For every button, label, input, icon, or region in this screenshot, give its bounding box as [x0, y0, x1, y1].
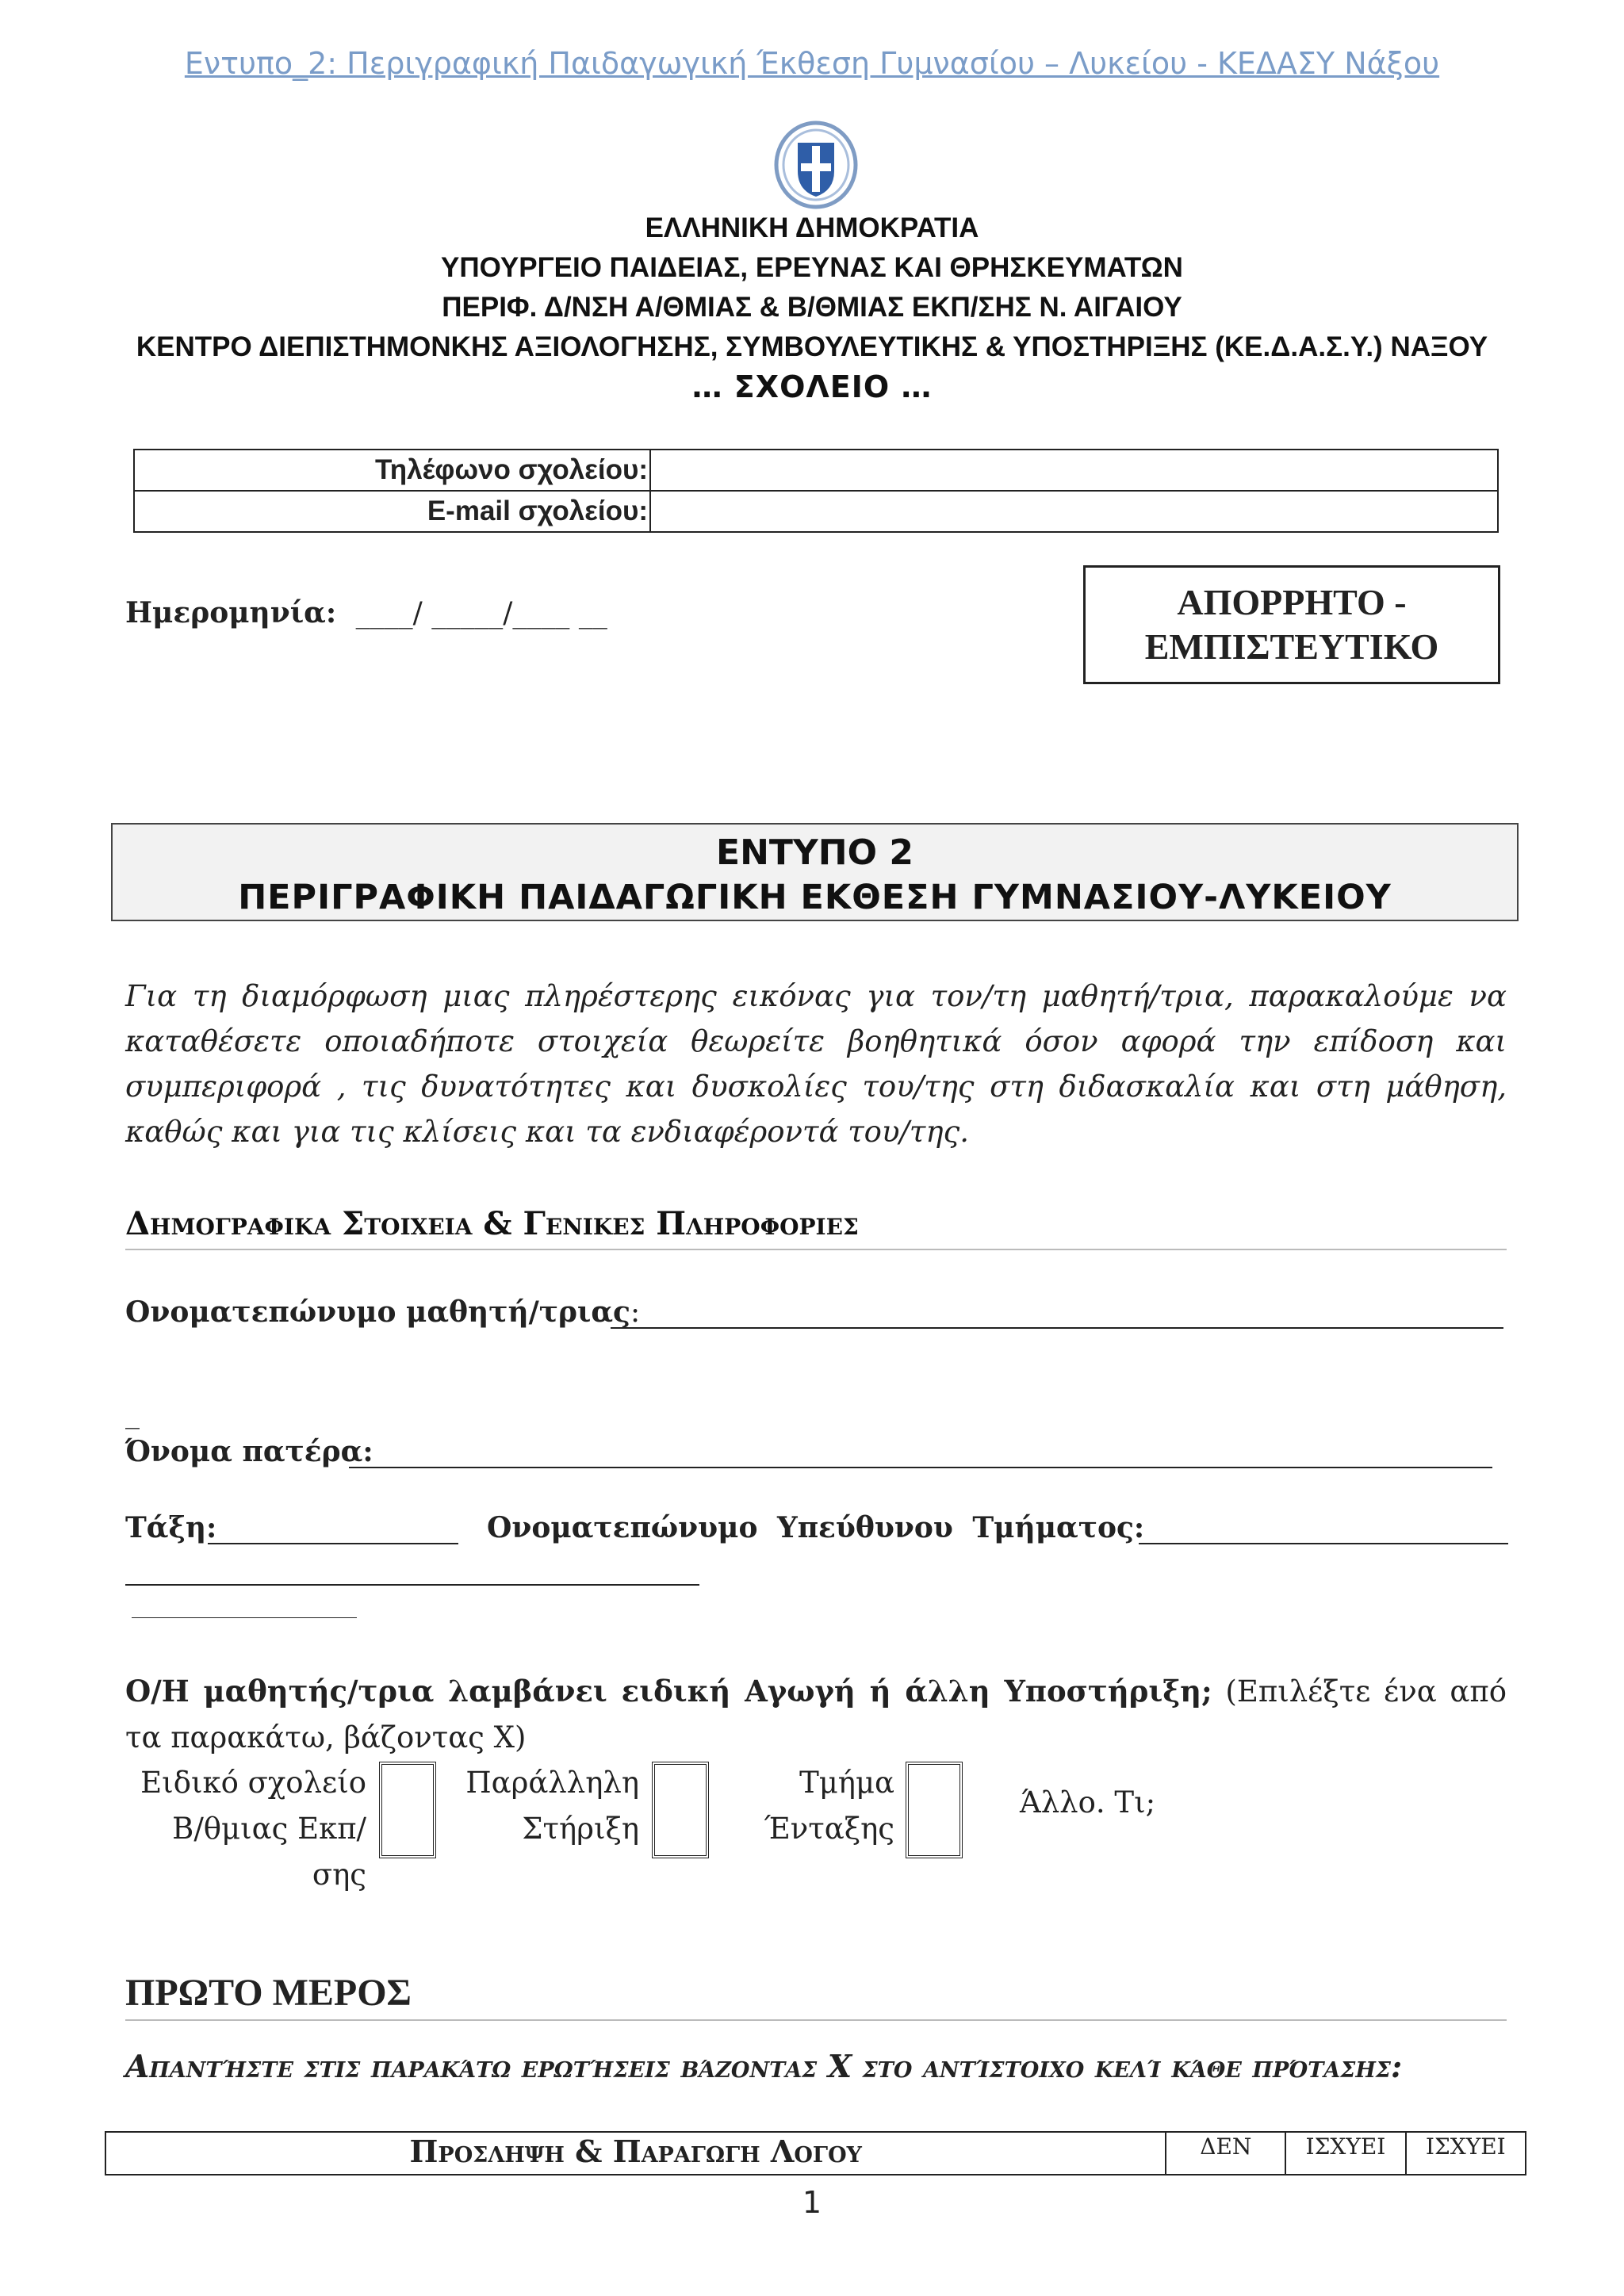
support-question-text: Ο/Η μαθητής/τρια λαμβάνει ειδική Αγωγή ή άλλη Υποστήριξη;	[125, 1674, 1212, 1709]
form-title: ΠΕΡΙΓΡΑΦΙΚΗ ΠΑΙΔΑΓΩΓΙΚΗ ΕΚΘΕΣΗ ΓΥΜΝΑΣΙΟΥ-ΛΥΚΕΙΟΥ	[238, 878, 1392, 917]
teacher-colon: :	[1133, 1511, 1145, 1544]
father-name-label: Όνομα πατέρα	[125, 1435, 363, 1468]
rating-header-1: ΔΕΝ	[1166, 2132, 1285, 2175]
student-name-field[interactable]	[611, 1327, 1503, 1329]
skills-area-heading: Προσληψη & Παραγωγη Λογου	[105, 2132, 1166, 2175]
phone-row	[134, 450, 1498, 491]
org-line-kedasy: ΚΕΝΤΡΟ ΔΙΕΠΙΣΤΗΜΟΝΚΗΣ ΑΞΙΟΛΟΓΗΣΗΣ, ΣΥΜΒΟΥΛΕΥΤΙΚΗΣ & ΥΠΟΣΤΗΡΙΞΗΣ (ΚΕ.Δ.Α.Σ.Υ.) ΝΑΞΟΥ	[136, 331, 1488, 362]
student-name-label: Ονοματεπώνυμο μαθητή/τριας	[125, 1295, 630, 1329]
form-number: ΕΝΤΥΠΟ 2	[716, 832, 914, 873]
phone-field[interactable]	[650, 450, 1498, 491]
org-line-directorate: ΠΕΡΙΦ. Δ/ΝΣΗ Α/ΘΜΙΑΣ & Β/ΘΜΙΑΣ ΕΚΠ/ΣΗΣ Ν. ΑΙΓΑΙΟΥ	[442, 292, 1182, 323]
school-name: … ΣΧΟΛΕΙΟ …	[691, 369, 933, 404]
date-label: Ημερομηνία:	[125, 596, 337, 629]
date-field[interactable]: ____/ _____/____ __	[355, 597, 607, 629]
teacher-field[interactable]	[1139, 1543, 1508, 1544]
org-line-republic: ΕΛΛΗΝΙΚΗ ΔΗΜΟΚΡΑΤΙΑ	[645, 212, 979, 243]
part-one-heading: ΠΡΩΤΟ ΜΕΡΟΣ	[125, 1971, 1507, 2021]
option-inclusion-class-label	[737, 1760, 894, 1852]
confidential-line1: ΑΠΟΡΡΗΤΟ -	[1177, 582, 1407, 622]
email-field[interactable]	[650, 491, 1498, 532]
option-inclusion-class-line2: Ένταξης	[764, 1812, 894, 1846]
option-parallel-support-line2: Στήριξη	[522, 1812, 639, 1846]
stray-mark: _	[125, 1397, 140, 1429]
page-number: 1	[802, 2185, 822, 2220]
student-name-colon: :	[630, 1296, 641, 1329]
support-question-note: (Επιλέξτε ένα από τα παρακάτω, βάζοντας Χ)	[125, 1674, 1507, 1755]
option-special-school-line1: Ειδικό σχολείο	[140, 1766, 366, 1800]
part-one-instructions: Απαντήστε στις παρακάτω ερωτήσεις βάζοντας Χ στο αντίστοιχο κελί κάθε πρότασης:	[125, 2049, 1403, 2085]
option-inclusion-class-checkbox[interactable]	[906, 1762, 963, 1858]
rating-header-3: ΙΣΧΥΕΙ	[1406, 2132, 1526, 2175]
option-parallel-support-line1: Παράλληλη	[465, 1766, 639, 1800]
teacher-row	[487, 1511, 1144, 1544]
running-header: Εντυπο_2: Περιγραφική Παιδαγωγική Έκθεση Γυμνασίου – Λυκείου - ΚΕΔΑΣΥ Νάξου	[184, 46, 1440, 81]
phone-label: Τηλέφωνο σχολείου:	[134, 450, 650, 491]
skills-table-header-row	[105, 2132, 1526, 2175]
email-row	[134, 491, 1498, 532]
father-name-colon: :	[362, 1435, 373, 1468]
extra-field-line[interactable]	[132, 1617, 357, 1618]
option-parallel-support-label	[444, 1760, 639, 1852]
option-other-label: Άλλο. Τι;	[1020, 1785, 1156, 1820]
intro-paragraph: Για τη διαμόρφωση μιας πληρέστερης εικόνας για τον/τη μαθητή/τρια, παρακαλούμε να καταθέσετε οποιαδήποτε στοιχεία θεωρείτε βοηθητικά όσον αφορά την επίδοση και συμπεριφορά , τις δυνατότητες και δυσκολίες του/της στη διδασκαλία και στη μάθηση, καθώς και για τις κλίσεις και τα ενδιαφέροντά του/της.	[125, 979, 1507, 1149]
org-line-ministry: ΥΠΟΥΡΓΕΙΟ ΠΑΙΔΕΙΑΣ, ΕΡΕΥΝΑΣ ΚΑΙ ΘΡΗΣΚΕΥΜΑΤΩΝ	[441, 252, 1183, 283]
school-contact-table	[133, 449, 1499, 533]
father-name-row	[125, 1435, 373, 1468]
class-field[interactable]	[208, 1543, 458, 1544]
option-inclusion-class-line1: Τμήμα	[799, 1766, 894, 1800]
demographics-heading: Δημογραφικα Στοιχεια & Γενικες Πληροφοριες	[125, 1205, 1507, 1250]
form-title-box	[111, 823, 1519, 921]
teacher-field-continued[interactable]	[125, 1584, 699, 1586]
rating-header-2: ΙΣΧΥΕΙ	[1285, 2132, 1405, 2175]
student-name-row	[125, 1295, 640, 1329]
skills-table	[105, 2131, 1526, 2175]
email-label: E-mail σχολείου:	[134, 491, 650, 532]
confidential-line2: ΕΜΠΙΣΤΕΥΤΙΚΟ	[1144, 626, 1439, 667]
date-row	[125, 596, 607, 629]
teacher-label: Ονοματεπώνυμο Υπεύθυνου Τμήματος	[487, 1511, 1134, 1544]
option-special-school-checkbox[interactable]	[379, 1762, 436, 1858]
class-label: Τάξη:	[125, 1511, 217, 1544]
father-name-field[interactable]	[349, 1467, 1492, 1468]
confidential-box	[1083, 565, 1500, 684]
option-parallel-support-checkbox[interactable]	[652, 1762, 709, 1858]
option-special-school-line2: Β/θμιας Εκπ/σης	[172, 1812, 366, 1892]
greek-emblem-icon	[772, 119, 860, 211]
option-special-school-label	[119, 1760, 366, 1898]
support-question	[125, 1668, 1507, 1761]
